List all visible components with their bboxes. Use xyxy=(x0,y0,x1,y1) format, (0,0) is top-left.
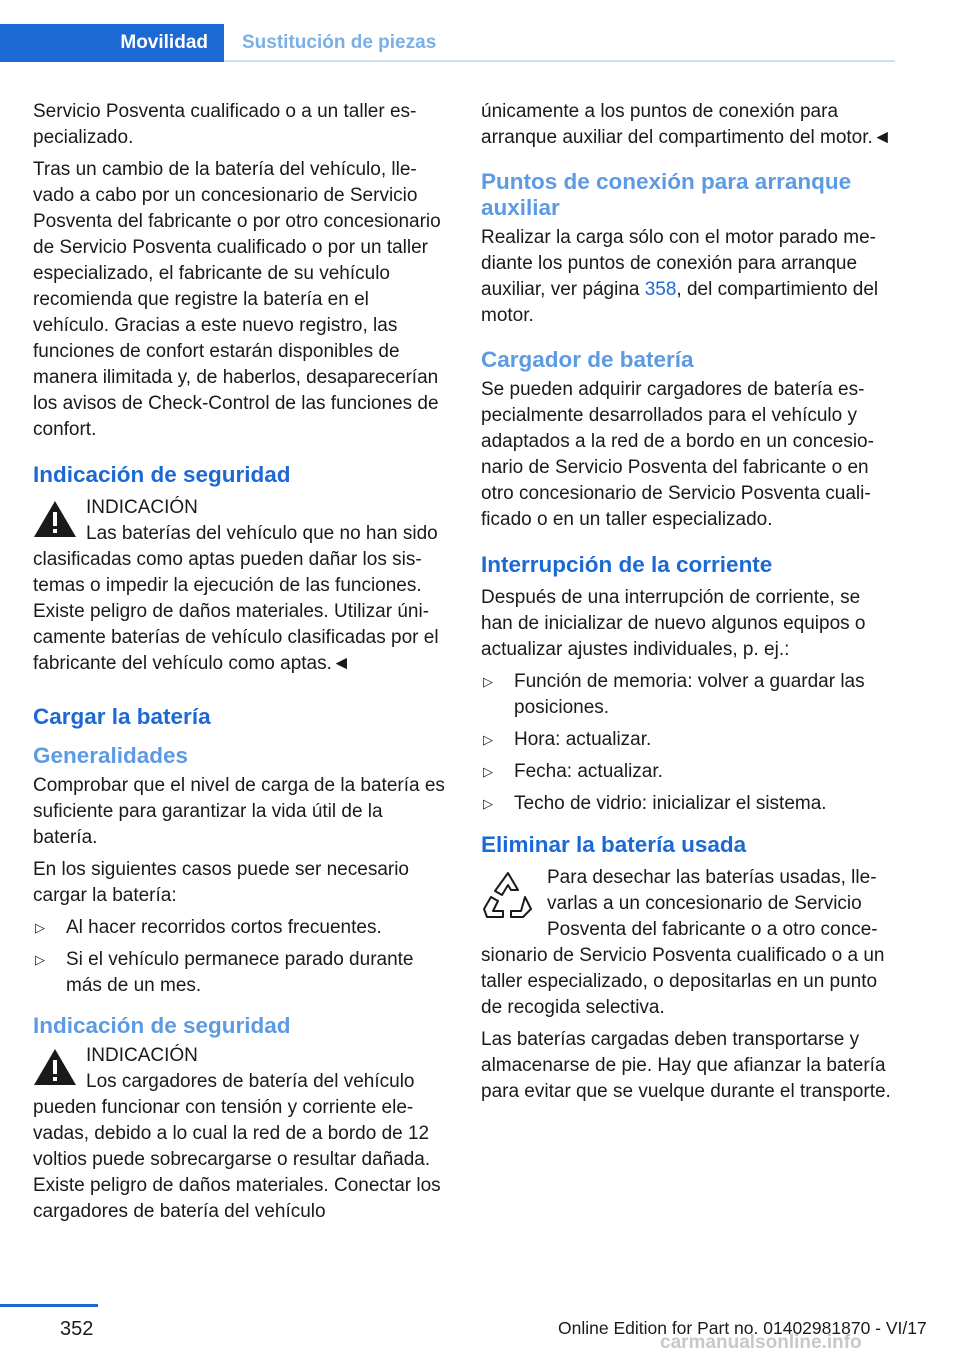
triangle-right-icon: ▷ xyxy=(35,952,45,967)
paragraph: Servicio Posventa cualificado o a un taller especializado. xyxy=(33,101,417,148)
list-item-text: Función de memoria: volver a guardar las posiciones. xyxy=(514,671,865,718)
paragraph-text: , del compartimiento del motor. xyxy=(481,279,879,326)
paragraph: Se pueden adquirir cargadores de batería especialmente desarrollados para el vehículo y adaptados a la red de a bordo en un concesionario de Servicio Posventa del fabricante o en otro concesionario de Servicio Posventa cualificado o en un taller especializado. xyxy=(481,379,874,530)
list-item xyxy=(481,669,895,721)
left-column xyxy=(33,99,447,1225)
recycle-icon xyxy=(481,869,535,923)
paragraph: únicamente a los puntos de conexión para arranque auxiliar del compartimento del motor.◄ xyxy=(481,101,892,148)
triangle-right-icon: ▷ xyxy=(483,674,493,689)
bullet-list xyxy=(481,669,895,817)
paragraph: Las baterías cargadas deben transportarse y almacenarse de pie. Hay que afianzar la batería para evitar que se vuelque durante el transporte. xyxy=(481,1029,891,1102)
recycle-notice xyxy=(481,865,895,1021)
warning-title: INDICACIÓN xyxy=(86,1045,198,1066)
tab-movilidad[interactable]: Movilidad xyxy=(0,24,224,62)
paragraph: Comprobar que el nivel de carga de la batería es suficiente para garantizar la vida útil de la batería. xyxy=(33,775,445,848)
subheading-general: Generalidades xyxy=(33,743,189,768)
list-item-text: Fecha: actualizar. xyxy=(514,761,663,782)
page-link[interactable]: 358 xyxy=(644,279,677,300)
list-item xyxy=(33,915,447,941)
paragraph: Tras un cambio de la batería del vehículo, llevado a cabo por un concesionario de Servicio Posventa del fabricante o por otro concesionario de Servicio Posventa cualificado o por un taller especializado, el fabricante de su vehículo recomienda que registre la batería en el vehículo. Gracias a este nuevo registro, las funciones de confort estarán disponibles de manera ilimitada y, de haberlos, desaparecerían los avisos de Check-Control de las funciones de confort. xyxy=(33,159,441,440)
paragraph: Para desechar las baterías usadas, llevarlas a un concesionario de Servicio Posventa del fabricante o a otro concesionario de Servicio Posventa cualificado o a un taller especializado, o depositarlas en un punto de recogida selectiva. xyxy=(481,867,885,1018)
warning-notice xyxy=(33,495,447,677)
warning-triangle-icon xyxy=(33,1047,77,1087)
paragraph-text: Realizar la carga sólo con el motor parado mediante los puntos de conexión para arranque auxiliar, ver página xyxy=(481,227,876,300)
paragraph: Después de una interrupción de corriente, se han de inicializar de nuevo algunos equipos o actualizar ajustes individuales, p. ej.: xyxy=(481,587,866,660)
subheading-charger: Cargador de batería xyxy=(481,347,694,372)
triangle-right-icon: ▷ xyxy=(483,796,493,811)
tab-sustitucion-de-piezas[interactable]: Sustitución de piezas xyxy=(242,32,437,53)
warning-text: Los cargadores de batería del vehículo pueden funcionar con tensión y corriente elevadas, debido a lo cual la red de a bordo de 12 voltios puede sobrecargarse o resultar dañada. Existe peligro de daños materiales. Conectar los cargadores de batería del vehículo xyxy=(33,1071,441,1222)
footer-accent-line xyxy=(0,1304,98,1307)
warning-triangle-icon xyxy=(33,499,77,539)
list-item-text: Hora: actualizar. xyxy=(514,729,652,750)
paragraph: En los siguientes casos puede ser necesario cargar la batería: xyxy=(33,859,410,906)
list-item xyxy=(33,947,447,999)
page-number: 352 xyxy=(60,1318,94,1340)
section-heading-charge: Cargar la batería xyxy=(33,704,211,729)
triangle-right-icon: ▷ xyxy=(483,732,493,747)
bullet-list xyxy=(33,915,447,999)
right-column xyxy=(481,99,895,1111)
list-item xyxy=(481,759,895,785)
section-heading-dispose: Eliminar la batería usada xyxy=(481,832,747,857)
list-item xyxy=(481,791,895,817)
list-item-text: Techo de vidrio: inicializar el sistema. xyxy=(514,793,827,814)
list-item-text: Si el vehículo permanece parado durante más de un mes. xyxy=(66,949,414,996)
subheading-safety: Indicación de seguridad xyxy=(33,1013,291,1038)
triangle-right-icon: ▷ xyxy=(35,920,45,935)
watermark: carmanualsonline.info xyxy=(660,1332,862,1353)
paragraph xyxy=(481,225,895,329)
list-item xyxy=(481,727,895,753)
list-item-text: Al hacer recorridos cortos frecuentes. xyxy=(66,917,382,938)
warning-text: Las baterías del vehículo que no han sido clasificadas como aptas pueden dañar los sistemas o impedir la ejecución de las funciones. Existe peligro de daños materiales. Utilizar únicamente baterías de vehículo clasificadas por el fabricante del vehículo como aptas.◄ xyxy=(33,523,439,674)
header-bar xyxy=(0,24,895,62)
edition-text: Online Edition for Part no. 01402981870 - VI/17 xyxy=(558,1318,927,1338)
warning-notice xyxy=(33,1043,447,1225)
section-heading-interrupt: Interrupción de la corriente xyxy=(481,552,773,577)
triangle-right-icon: ▷ xyxy=(483,764,493,779)
warning-title: INDICACIÓN xyxy=(86,497,198,518)
section-heading-safety: Indicación de seguridad xyxy=(33,462,291,487)
subheading-jump-start: Puntos de conexión para arranque auxiliar xyxy=(481,169,852,220)
